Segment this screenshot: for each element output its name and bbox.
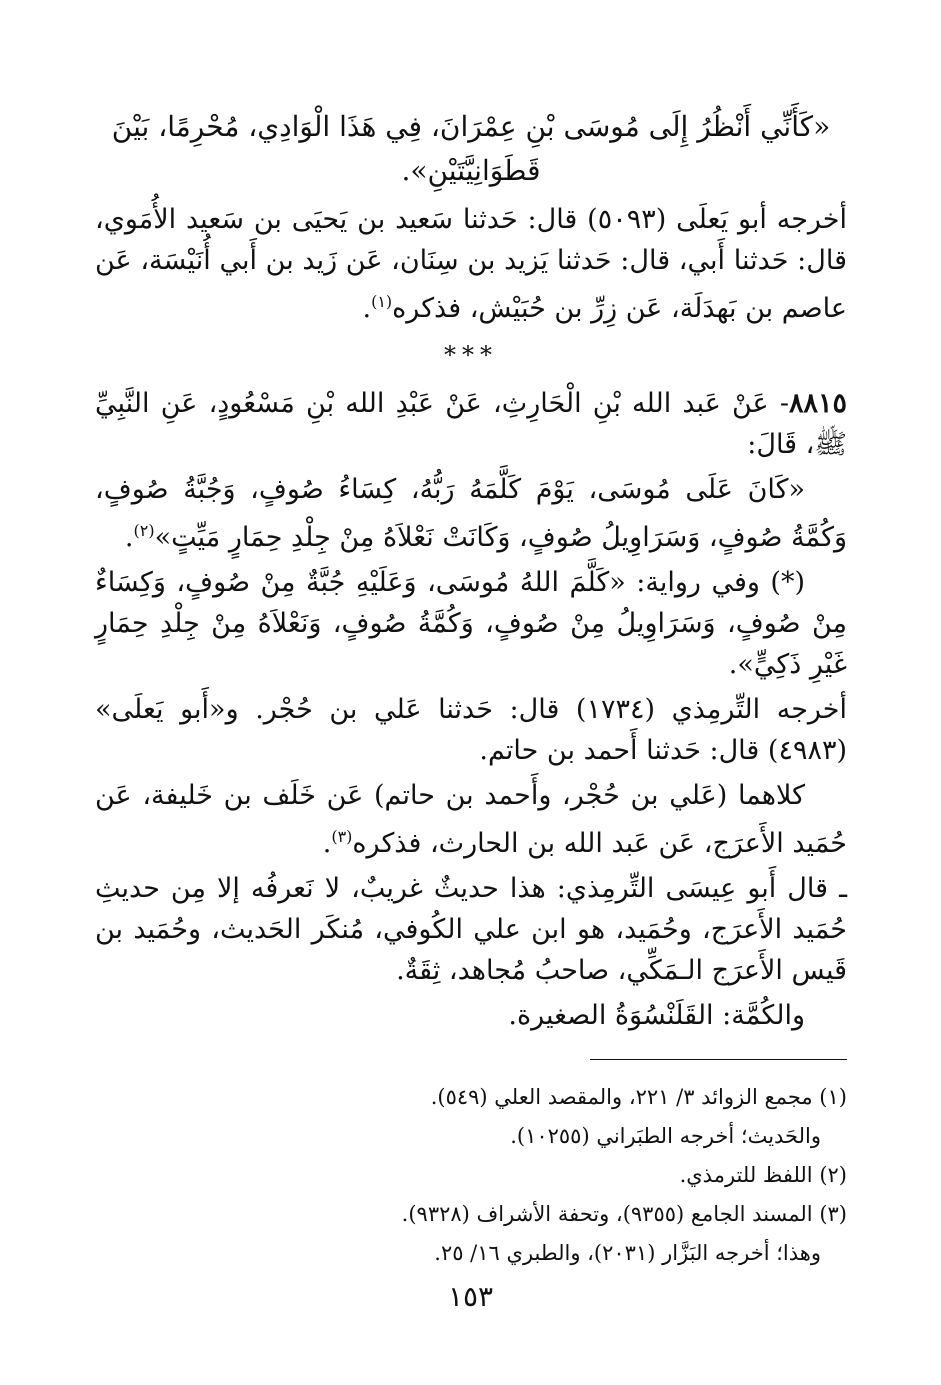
- footnote-2: (٢) اللفظ للترمذي.: [679, 1163, 847, 1187]
- kilahuma-text: كلاهما (عَلي بن حُجْر، وأَحمد بن حاتم) عَن خَلَف بن خَليفة، عَن حُمَيد الأَعرَج، عَن عَبد الله بن الحارث، فذكره: [95, 780, 847, 859]
- kumma-definition: والكُمَّة: القَلَنْسُوَةُ الصغيرة.: [508, 1000, 805, 1031]
- footnote-ref-1: (١): [371, 292, 393, 311]
- footnote-divider: [590, 1059, 847, 1060]
- hadith-number: ٨٨١٥: [788, 388, 847, 419]
- section-separator: ***: [444, 341, 498, 369]
- footnote-3: (٣) المسند الجامع (٩٣٥٥)، وتحفة الأشراف (٩٣٢٨).: [401, 1202, 847, 1226]
- footnote-3-continuation: وهذا؛ أخرجه البَزَّار (٢٠٣١)، والطبري ١٦/ ٢٥.: [434, 1241, 821, 1265]
- main-text: [95, 105, 847, 1040]
- footnote-ref-3: (٣): [331, 827, 353, 846]
- riwaya-paragraph: (*) وفي رواية: «كَلَّمَ اللهُ مُوسَى، وَعَلَيْهِ جُبَّةٌ مِنْ صُوفٍ، وَكِسَاءٌ مِنْ صُوفٍ، وَسَرَاوِيلُ مِنْ صُوفٍ، وَكُمَّةُ صُوفٍ، وَنَعْلاَهُ مِنْ جِلْدِ حِمَارٍ غَيْرِ ذَكِيٍّ».: [95, 567, 847, 680]
- hadith-text-paragraph: «كَانَ عَلَى مُوسَى، يَوْمَ كَلَّمَهُ رَبُّهُ، كِسَاءُ صُوفٍ، وَجُبَّةُ صُوفٍ، وَكُمَّةُ صُوفٍ، وَسَرَاوِيلُ صُوفٍ، وَكَانَتْ نَعْلاَهُ مِنْ جِلْدِ حِمَارٍ مَيِّتٍ»$^{(٢)}$.: [95, 474, 847, 553]
- page-number: ١٥٣: [447, 1280, 494, 1313]
- footnote-ref-2: (٢): [133, 521, 155, 540]
- hadith-quote: «كَأَنِّي أَنْظُرُ إِلَى مُوسَى بْنِ عِمْرَانَ، فِي هَذَا الْوَادِي، مُحْرِمًا، بَيْنَ قَطَوَانِيَّتَيْنِ».: [111, 110, 831, 187]
- footnote-1: (١) مجمع الزوائد ٣/ ٢٢١، والمقصد العلي (٥٤٩).: [430, 1085, 847, 1109]
- footnotes: [95, 1078, 847, 1273]
- hadith-text: «كَانَ عَلَى مُوسَى، يَوْمَ كَلَّمَهُ رَبُّهُ، كِسَاءُ صُوفٍ، وَجُبَّةُ صُوفٍ، وَكُمَّةُ صُوفٍ، وَسَرَاوِيلُ صُوفٍ، وَكَانَتْ نَعْلاَهُ مِنْ جِلْدِ حِمَارٍ مَيِّتٍ»: [95, 474, 847, 553]
- hadith-chain: - عَنْ عَبد الله بْنِ الْحَارِثِ، عَنْ عَبْدِ الله بْنِ مَسْعُودٍ، عَنِ النَّبِيِّ ﷺ، قَالَ:: [95, 388, 847, 460]
- footnote-1-continuation: والحَديث؛ أخرجه الطبَراني (١٠٢٥٥).: [510, 1124, 821, 1148]
- takhrij-text-1: أخرجه أبو يَعلَى (٥٠٩٣) قال: حَدثنا سَعيد بن يَحيَى بن سَعيد الأُمَوي، قال: حَدثنا أَبي، قال: حَدثنا يَزيد بن سِنَان، عَن زَيد بن أَبي أُنَيْسَة، عَن عاصم بن بَهدَلَة، عَن زِرِّ بن حُبَيْش، فذكره: [95, 204, 848, 324]
- hadith-chain-paragraph: [95, 383, 847, 465]
- takhrij-paragraph-2: أخرجه التِّرمِذي (١٧٣٤) قال: حَدثنا عَلي بن حُجْر. و«أَبو يَعلَى» (٤٩٨٣) قال: حَدثنا أَحمد بن حاتم.: [95, 694, 847, 766]
- takhrij-paragraph-1: أخرجه أبو يَعلَى (٥٠٩٣) قال: حَدثنا سَعيد بن يَحيَى بن سَعيد الأُمَوي، قال: حَدثنا أَبي، قال: حَدثنا يَزيد بن سِنَان، عَن زَيد بن أَبي أُنَيْسَة، عَن عاصم بن بَهدَلَة، عَن زِرِّ بن حُبَيْش، فذكره$^{(١)}$.: [95, 204, 848, 324]
- tirmidhi-comment: ـ قال أَبو عِيسَى التِّرمِذي: هذا حديثٌ غريبٌ، لا نَعرفُه إلا مِن حديثِ حُمَيد الأَعرَج، وحُمَيد، هو ابن علي الكُوفي، مُنكَر الحَديث، وحُمَيد بن قَيس الأَعرَج الـمَكِّي، صاحبُ مُجاهد، ثِقَةٌ.: [95, 873, 847, 986]
- kilahuma-paragraph: كلاهما (عَلي بن حُجْر، وأَحمد بن حاتم) عَن خَلَف بن خَليفة، عَن حُمَيد الأَعرَج، عَن عَبد الله بن الحارث، فذكره$^{(٣)}$.: [95, 780, 847, 859]
